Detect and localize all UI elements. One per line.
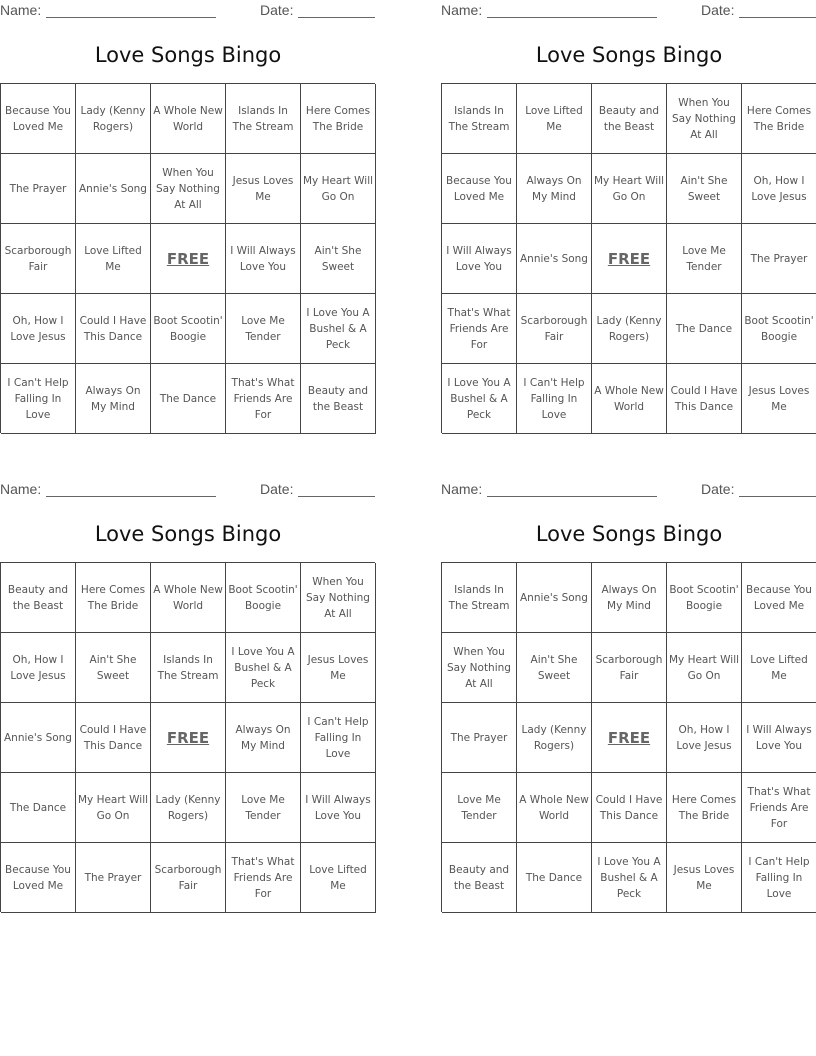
bingo-cell[interactable]: I Can't Help Falling In Love <box>301 703 376 773</box>
bingo-cell[interactable]: Beauty and the Beast <box>301 364 376 434</box>
name-field-line[interactable] <box>487 496 657 497</box>
bingo-cell[interactable]: My Heart Will Go On <box>301 154 376 224</box>
bingo-cell[interactable]: Could I Have This Dance <box>667 364 742 434</box>
bingo-grid <box>0 83 375 433</box>
bingo-cell[interactable]: Oh, How I Love Jesus <box>1 294 76 364</box>
bingo-cell[interactable]: The Prayer <box>442 703 517 773</box>
bingo-cell[interactable]: The Prayer <box>742 224 816 294</box>
card-title: Love Songs Bingo <box>535 43 723 67</box>
bingo-cell[interactable]: I Love You A Bushel & A Peck <box>442 364 517 434</box>
name-field-line[interactable] <box>487 17 657 18</box>
name-label: Name: <box>0 481 42 497</box>
bingo-cell[interactable]: Because You Loved Me <box>1 843 76 913</box>
bingo-cell[interactable]: Jesus Loves Me <box>226 154 301 224</box>
bingo-cell[interactable]: Ain't She Sweet <box>301 224 376 294</box>
bingo-card-1 <box>0 0 376 440</box>
bingo-cell[interactable]: Lady (Kenny Rogers) <box>151 773 226 843</box>
bingo-cell[interactable]: Annie's Song <box>517 563 592 633</box>
bingo-cell[interactable]: Love Lifted Me <box>301 843 376 913</box>
bingo-cell[interactable]: The Dance <box>151 364 226 434</box>
date-label: Date: <box>701 2 735 18</box>
bingo-cell[interactable]: Islands In The Stream <box>442 563 517 633</box>
bingo-cell[interactable]: I Love You A Bushel & A Peck <box>301 294 376 364</box>
bingo-cell[interactable]: Because You Loved Me <box>1 84 76 154</box>
date-field-line[interactable] <box>298 496 375 497</box>
bingo-cell[interactable]: Love Me Tender <box>442 773 517 843</box>
bingo-cell[interactable]: I Will Always Love You <box>301 773 376 843</box>
bingo-cell[interactable]: Beauty and the Beast <box>442 843 517 913</box>
bingo-cell[interactable]: Here Comes The Bride <box>667 773 742 843</box>
name-label: Name: <box>441 2 483 18</box>
bingo-cell[interactable]: The Dance <box>517 843 592 913</box>
bingo-card-2 <box>441 0 816 440</box>
bingo-cell[interactable]: Jesus Loves Me <box>667 843 742 913</box>
bingo-cell[interactable]: A Whole New World <box>151 84 226 154</box>
bingo-cell[interactable]: Could I Have This Dance <box>76 294 151 364</box>
bingo-cell[interactable]: That's What Friends Are For <box>742 773 816 843</box>
bingo-cell[interactable]: Beauty and the Beast <box>1 563 76 633</box>
bingo-card-4 <box>441 479 816 919</box>
card-header <box>0 2 376 20</box>
bingo-cell[interactable]: Islands In The Stream <box>442 84 517 154</box>
bingo-cell[interactable]: Love Lifted Me <box>76 224 151 294</box>
bingo-cell[interactable]: A Whole New World <box>517 773 592 843</box>
bingo-cell[interactable]: Always On My Mind <box>592 563 667 633</box>
bingo-cell[interactable]: That's What Friends Are For <box>226 364 301 434</box>
card-title: Love Songs Bingo <box>94 43 282 67</box>
bingo-cell[interactable]: Lady (Kenny Rogers) <box>592 294 667 364</box>
bingo-cell[interactable]: Ain't She Sweet <box>76 633 151 703</box>
bingo-cell[interactable]: Oh, How I Love Jesus <box>742 154 816 224</box>
bingo-cell[interactable]: Because You Loved Me <box>442 154 517 224</box>
bingo-cell[interactable]: Jesus Loves Me <box>742 364 816 434</box>
bingo-cell[interactable]: Islands In The Stream <box>226 84 301 154</box>
bingo-cell[interactable]: Love Me Tender <box>226 773 301 843</box>
bingo-cell[interactable]: Boot Scootin' Boogie <box>151 294 226 364</box>
bingo-cell[interactable]: When You Say Nothing At All <box>667 84 742 154</box>
bingo-cell[interactable]: Boot Scootin' Boogie <box>667 563 742 633</box>
bingo-cell[interactable]: Scarborough Fair <box>1 224 76 294</box>
date-label: Date: <box>701 481 735 497</box>
bingo-cell[interactable]: Love Lifted Me <box>742 633 816 703</box>
bingo-cell[interactable]: The Prayer <box>1 154 76 224</box>
bingo-cell[interactable]: I Can't Help Falling In Love <box>517 364 592 434</box>
bingo-cell[interactable]: Always On My Mind <box>226 703 301 773</box>
bingo-cell[interactable]: That's What Friends Are For <box>226 843 301 913</box>
card-title: Love Songs Bingo <box>94 522 282 546</box>
free-space[interactable]: FREE <box>151 224 226 294</box>
date-field-line[interactable] <box>739 496 816 497</box>
bingo-cell[interactable]: My Heart Will Go On <box>76 773 151 843</box>
name-label: Name: <box>441 481 483 497</box>
bingo-cell[interactable]: Ain't She Sweet <box>667 154 742 224</box>
bingo-cell[interactable]: Lady (Kenny Rogers) <box>517 703 592 773</box>
bingo-cell[interactable]: Could I Have This Dance <box>592 773 667 843</box>
bingo-cell[interactable]: Always On My Mind <box>76 364 151 434</box>
bingo-cell[interactable]: The Dance <box>1 773 76 843</box>
date-label: Date: <box>260 2 294 18</box>
free-space[interactable]: FREE <box>592 703 667 773</box>
bingo-cell[interactable]: When You Say Nothing At All <box>301 563 376 633</box>
bingo-cell[interactable]: I Can't Help Falling In Love <box>742 843 816 913</box>
bingo-cell[interactable]: Annie's Song <box>1 703 76 773</box>
date-field-line[interactable] <box>298 17 375 18</box>
bingo-cell[interactable]: I Will Always Love You <box>742 703 816 773</box>
bingo-cell[interactable]: I Love You A Bushel & A Peck <box>592 843 667 913</box>
name-field-line[interactable] <box>46 496 216 497</box>
bingo-card-3 <box>0 479 376 919</box>
bingo-grid <box>0 562 375 912</box>
name-label: Name: <box>0 2 42 18</box>
bingo-cell[interactable]: Because You Loved Me <box>742 563 816 633</box>
name-field-line[interactable] <box>46 17 216 18</box>
bingo-cell[interactable]: Here Comes The Bride <box>301 84 376 154</box>
bingo-cell[interactable]: Oh, How I Love Jesus <box>667 703 742 773</box>
bingo-cell[interactable]: Ain't She Sweet <box>517 633 592 703</box>
bingo-cell[interactable]: Scarborough Fair <box>592 633 667 703</box>
bingo-cell[interactable]: Oh, How I Love Jesus <box>1 633 76 703</box>
bingo-cell[interactable]: Jesus Loves Me <box>301 633 376 703</box>
card-title: Love Songs Bingo <box>535 522 723 546</box>
bingo-cell[interactable]: Scarborough Fair <box>151 843 226 913</box>
card-header <box>441 2 816 20</box>
bingo-cell[interactable]: Love Me Tender <box>226 294 301 364</box>
bingo-cell[interactable]: Love Lifted Me <box>517 84 592 154</box>
bingo-cell[interactable]: Scarborough Fair <box>517 294 592 364</box>
bingo-cell[interactable]: The Prayer <box>76 843 151 913</box>
bingo-cell[interactable]: My Heart Will Go On <box>667 633 742 703</box>
bingo-cell[interactable]: Love Me Tender <box>667 224 742 294</box>
bingo-cell[interactable]: I Will Always Love You <box>226 224 301 294</box>
free-space[interactable]: FREE <box>592 224 667 294</box>
bingo-cell[interactable]: I Will Always Love You <box>442 224 517 294</box>
bingo-cell[interactable]: Always On My Mind <box>517 154 592 224</box>
bingo-cell[interactable]: When You Say Nothing At All <box>151 154 226 224</box>
bingo-cell[interactable]: That's What Friends Are For <box>442 294 517 364</box>
free-space[interactable]: FREE <box>151 703 226 773</box>
bingo-grid <box>441 562 816 912</box>
bingo-cell[interactable]: Beauty and the Beast <box>592 84 667 154</box>
card-header <box>0 481 376 499</box>
bingo-cell[interactable]: Here Comes The Bride <box>742 84 816 154</box>
bingo-cell[interactable]: Islands In The Stream <box>151 633 226 703</box>
bingo-grid <box>441 83 816 433</box>
bingo-cell[interactable]: My Heart Will Go On <box>592 154 667 224</box>
bingo-cell[interactable]: I Can't Help Falling In Love <box>1 364 76 434</box>
card-header <box>441 481 816 499</box>
bingo-cell[interactable]: The Dance <box>667 294 742 364</box>
bingo-cell[interactable]: I Love You A Bushel & A Peck <box>226 633 301 703</box>
bingo-cell[interactable]: Lady (Kenny Rogers) <box>76 84 151 154</box>
date-field-line[interactable] <box>739 17 816 18</box>
date-label: Date: <box>260 481 294 497</box>
bingo-cell[interactable]: A Whole New World <box>151 563 226 633</box>
bingo-cell[interactable]: Here Comes The Bride <box>76 563 151 633</box>
bingo-cell[interactable]: Could I Have This Dance <box>76 703 151 773</box>
bingo-cell[interactable]: A Whole New World <box>592 364 667 434</box>
bingo-cell[interactable]: Boot Scootin' Boogie <box>226 563 301 633</box>
bingo-cell[interactable]: When You Say Nothing At All <box>442 633 517 703</box>
bingo-cell[interactable]: Annie's Song <box>76 154 151 224</box>
bingo-cell[interactable]: Annie's Song <box>517 224 592 294</box>
bingo-cell[interactable]: Boot Scootin' Boogie <box>742 294 816 364</box>
